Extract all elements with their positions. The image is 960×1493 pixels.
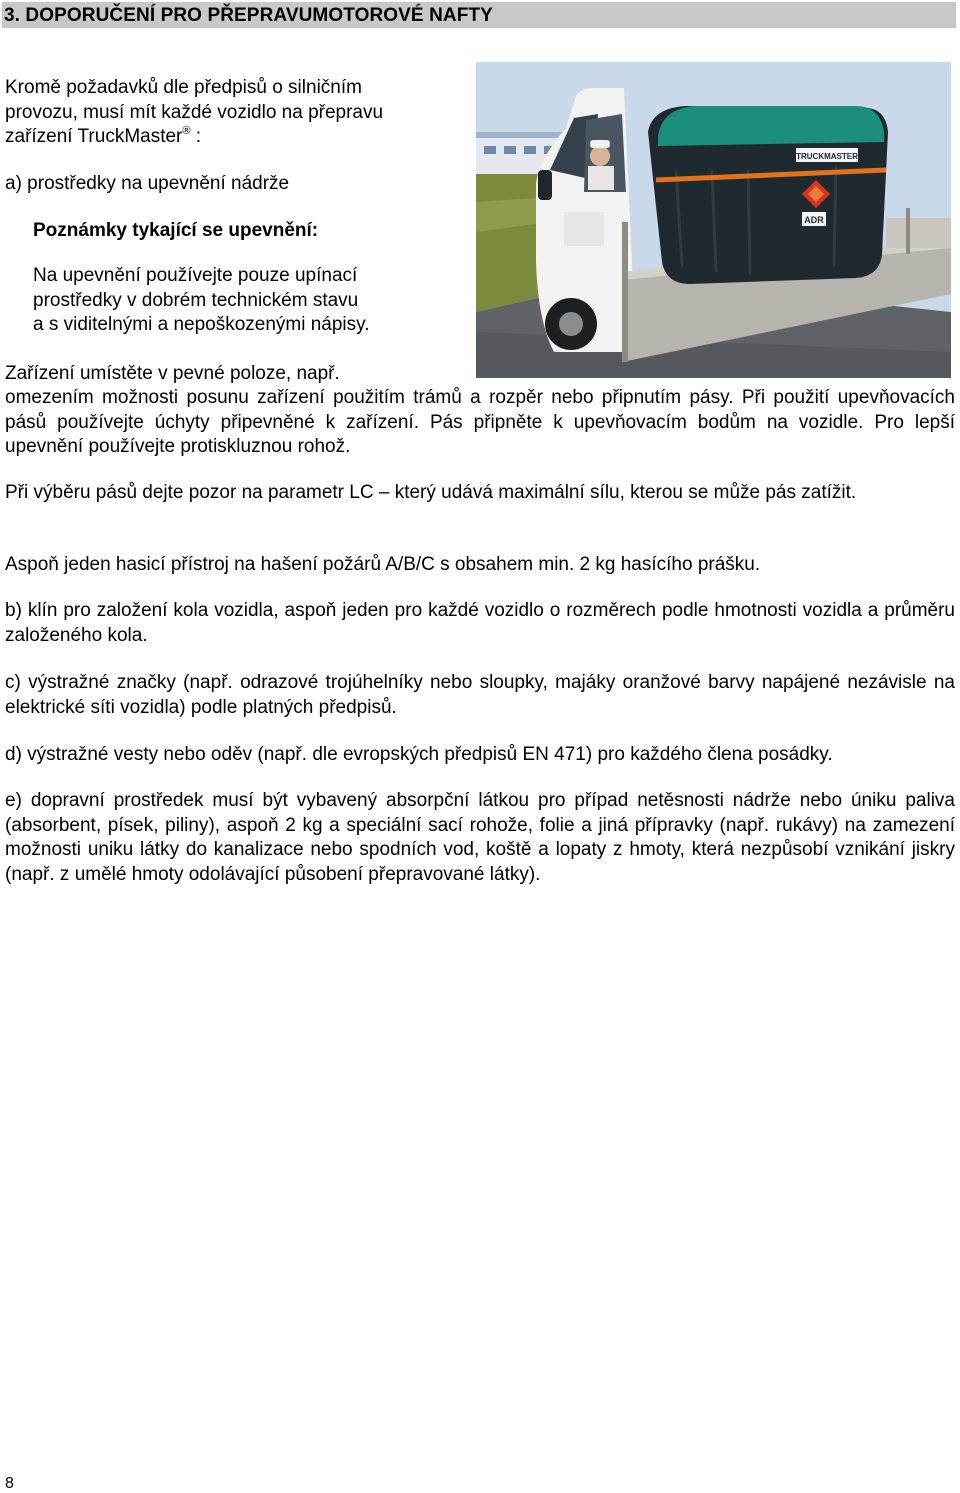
page-number: 8: [5, 1475, 14, 1492]
notes-line-2: prostředky v dobrém technickém stavu: [33, 289, 359, 311]
belts-paragraph: Při výběru pásů dejte pozor na parametr LC – který udává maximální sílu, kterou se může pás zatížit.: [5, 482, 857, 503]
section-title: 3. DOPORUČENÍ PRO PŘEPRAVUMOTOROVÉ NAFTY: [4, 5, 493, 26]
notes-heading: Poznámky tykající se upevnění:: [33, 220, 319, 241]
intro-paragraph: [5, 76, 383, 150]
door-text-block: [564, 212, 604, 246]
item-b: b) klín pro založení kola vozidla, aspoň jeden pro každé vozidlo o rozměrech podle hmotnosti vozidla a průměru založeného kola.: [5, 600, 955, 646]
notes-paragraph: [33, 264, 370, 338]
intro-colon: :: [190, 126, 202, 147]
tank-lid: [658, 106, 884, 146]
placement-line-1: Zařízení umístěte v pevné poloze, např.: [5, 363, 340, 384]
cargo-post: [622, 222, 628, 362]
driver-head: [590, 146, 610, 166]
truck-photo-illustration: [476, 62, 951, 378]
notes-line-1: Na upevnění používejte pouze upínací: [33, 265, 358, 286]
truck-photo: [476, 62, 951, 378]
item-d: d) výstražné vesty nebo oděv (např. dle evropských předpisů EN 471) pro každého člena posádky.: [5, 744, 833, 765]
intro-line-3-text: zařízení TruckMaster: [5, 126, 183, 147]
intro-line-3: [5, 125, 383, 150]
adr-text: ADR: [804, 215, 824, 225]
item-c: c) výstražné značky (např. odrazové trojúhelníky nebo sloupky, majáky oranžové barvy napájené nezávisle na elektrické síti vozidla) podle platných předpisů.: [5, 672, 955, 718]
section-header-bar: [2, 2, 956, 28]
notes-line-3: a s viditelnými a nepoškozenými nápisy.: [33, 314, 370, 335]
rail-post: [906, 208, 910, 254]
brand-text: TRUCKMASTER: [796, 152, 858, 161]
front-wheel-hub: [559, 312, 583, 336]
intro-line-1: Kromě požadavků dle předpisů o silničním: [5, 77, 362, 98]
intro-line-2: provozu, musí mít každé vozidlo na přepravu: [5, 101, 384, 123]
side-mirror: [538, 170, 552, 200]
registered-mark: ®: [182, 125, 191, 137]
extinguisher-paragraph: Aspoň jeden hasicí přístroj na hašení požárů A/B/C s obsahem min. 2 kg hasícího prášku.: [5, 554, 761, 575]
driver-shirt: [588, 166, 614, 190]
item-e: e) dopravní prostředek musí být vybavený absorpční látkou pro případ netěsnosti nádrže nebo úniku paliva (absorbent, písek, piliny), aspoň 2 kg a speciální sací rohože, folie a jiná přípravky (např. rukávy) na zamezení možnosti uniku látky do kanalizace nebo spodních vod, koště a lopaty z hmoty, která nezpůsobí vznikání jiskry (např. z umělé hmoty odolávající působení přepravované látky).: [5, 790, 955, 885]
cargo-side-rail: [886, 218, 951, 248]
driver-cap: [590, 140, 610, 148]
placement-paragraph: omezením možnosti posunu zařízení použitím trámů a rozpěr nebo připnutím pásy. Při použití upevňovacích pásů používejte úchyty připevněné k zařízení. Pás připněte k upevňovacím bodům na vozidle. Pro lepší upevnění používejte protiskluznou rohož.: [5, 387, 955, 457]
item-a: a) prostředky na upevnění nádrže: [5, 173, 290, 194]
